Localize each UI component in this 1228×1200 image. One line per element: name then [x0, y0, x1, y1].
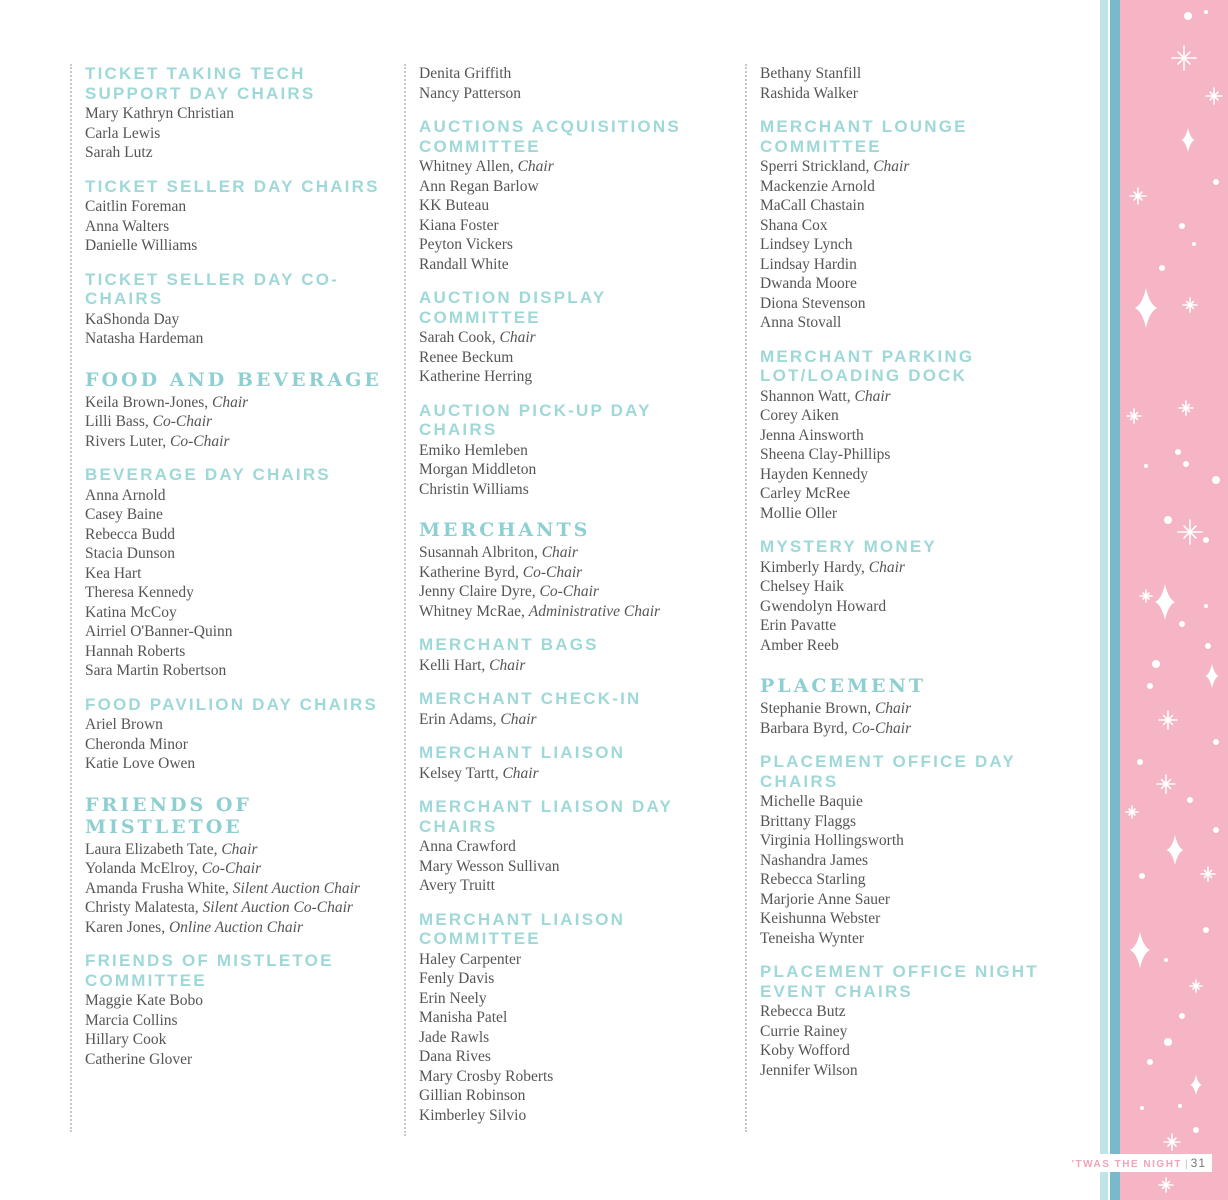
asterisk-star-icon [1164, 1134, 1180, 1150]
member-list [760, 64, 1070, 103]
member-role: Chair [489, 656, 526, 674]
member-name: Katie Love Owen [85, 755, 196, 772]
section-heading: FOOD PAVILION DAY CHAIRS [85, 694, 379, 714]
committee-section [760, 347, 1070, 524]
dot-icon [1178, 1104, 1182, 1108]
member-name: Anna Arnold [85, 486, 166, 504]
committee-section [419, 689, 729, 729]
member-name: Diona Stevenson [760, 294, 866, 312]
page-footer [1066, 1154, 1212, 1172]
asterisk-star-icon [1183, 298, 1197, 312]
member-name: Keila Brown-Jones, Chair [85, 393, 249, 411]
member-list [85, 310, 395, 349]
member-list [760, 387, 1070, 524]
member-role: Silent Auction Co-Chair [202, 899, 353, 916]
member-name: Lindsay Hardin [760, 255, 857, 273]
member-name: Fenly Davis [419, 970, 495, 987]
member-name: Shana Cox [760, 216, 828, 234]
member-role: Co-Chair [201, 860, 262, 877]
dot-icon [1205, 643, 1211, 649]
member-list [760, 792, 1070, 948]
member-list [419, 710, 729, 730]
member-name: Yolanda McElroy, Co-Chair [85, 860, 262, 877]
section-heading: MYSTERY MONEY [760, 537, 937, 556]
member-name: Marjorie Anne Sauer [760, 890, 890, 908]
member-name: Christin Williams [419, 480, 529, 498]
member-name: Barbara Byrd, Co-Chair [760, 719, 912, 737]
member-name: Rivers Luter, Co-Chair [85, 432, 230, 450]
dot-icon [1179, 223, 1185, 229]
section-heading: TICKET SELLER DAY CHAIRS [85, 176, 380, 196]
column-2 [404, 64, 729, 1136]
member-name: Laura Elizabeth Tate, Chair [85, 840, 258, 858]
member-name: Anna Crawford [419, 838, 516, 855]
asterisk-star-icon [1201, 867, 1215, 881]
member-name: Catherine Glover [85, 1050, 193, 1068]
sparkle-pattern [1120, 0, 1228, 1200]
member-name: Erin Pavatte [760, 617, 837, 634]
member-list [419, 328, 729, 387]
section-heading: AUCTIONS ACQUISITIONS COMMITTEE [419, 117, 681, 156]
footer-separator: | [1185, 1159, 1188, 1170]
member-name: Jennifer Wilson [760, 1061, 858, 1079]
member-name: Rebecca Starling [760, 871, 866, 888]
member-name: Carley McRee [760, 485, 850, 502]
committee-section [760, 117, 1070, 333]
member-name: Gwendolyn Howard [760, 597, 887, 615]
member-name: KaShonda Day [85, 310, 180, 328]
member-name: Sarah Cook, Chair [419, 329, 536, 346]
member-name: Whitney McRae, Administrative Chair [419, 602, 661, 620]
dot-icon [1144, 464, 1148, 468]
member-name: Karen Jones, Online Auction Chair [85, 918, 303, 936]
member-name: Gillian Robinson [419, 1087, 526, 1104]
member-list [85, 197, 395, 256]
member-name: Hannah Roberts [85, 642, 186, 660]
section-heading: AUCTION DISPLAY COMMITTEE [419, 288, 606, 327]
member-list [419, 837, 729, 896]
member-name: Amanda Frusha White, Silent Auction Chair [85, 879, 360, 897]
dot-icon [1159, 265, 1165, 271]
member-name: Maggie Kate Bobo [85, 992, 203, 1009]
member-name: Lilli Bass, Co-Chair [85, 413, 213, 430]
dot-icon [1140, 1106, 1144, 1110]
section-heading: TICKET TAKING TECH SUPPORT DAY CHAIRS [85, 64, 316, 103]
sparkle-star-icon [1205, 664, 1218, 688]
member-name: Currie Rainey [760, 1022, 848, 1040]
section-heading: MERCHANT LOUNGE COMMITTEE [760, 117, 968, 156]
section-heading: MERCHANT BAGS [419, 635, 599, 654]
footer-brand: 'TWAS THE NIGHT [1071, 1159, 1183, 1170]
member-name: Stacia Dunson [85, 545, 175, 562]
member-name: Emiko Hemleben [419, 441, 528, 459]
member-role: Co-Chair [539, 583, 599, 600]
dot-icon [1179, 1013, 1185, 1019]
member-name: Randall White [419, 255, 509, 273]
member-name: Keishunna Webster [760, 910, 881, 927]
member-name: Cheronda Minor [85, 735, 188, 753]
dot-icon [1203, 927, 1209, 933]
member-name: Mackenzie Arnold [760, 177, 875, 195]
asterisk-star-icon [1190, 980, 1202, 992]
dot-icon [1192, 242, 1196, 246]
member-list [85, 486, 395, 681]
column-1 [70, 64, 395, 1132]
member-role: Administrative Chair [528, 602, 661, 620]
section-heading: MERCHANT PARKING LOT/LOADING DOCK [760, 346, 975, 385]
member-list [85, 104, 395, 163]
page-number: 31 [1190, 1156, 1206, 1170]
member-name: MaCall Chastain [760, 197, 865, 214]
member-name: Nashandra James [760, 851, 869, 869]
asterisk-star-icon [1140, 590, 1152, 602]
committee-section [85, 270, 395, 349]
member-role: Co-Chair [152, 413, 213, 430]
member-list [419, 543, 729, 621]
member-list [85, 991, 395, 1069]
sparkle-star-icon [1155, 584, 1175, 620]
committee-section [419, 743, 729, 783]
section-heading: PLACEMENT OFFICE DAY CHAIRS [760, 752, 1016, 791]
member-name: Nancy Patterson [419, 84, 522, 102]
member-role: Chair [500, 710, 537, 728]
member-name: Christy Malatesta, Silent Auction Co-Chair [85, 899, 353, 916]
member-list [760, 157, 1070, 333]
member-name: Corey Aiken [760, 407, 839, 424]
member-list [760, 558, 1070, 656]
member-name: Jenna Ainsworth [760, 426, 864, 444]
member-list [85, 840, 395, 938]
member-list [760, 699, 1070, 738]
category-heading: FRIENDS OF MISTLETOE [85, 793, 252, 838]
member-name: Manisha Patel [419, 1009, 508, 1026]
dot-icon [1193, 1127, 1199, 1133]
dot-icon [1179, 621, 1185, 627]
member-name: Susannah Albriton, Chair [419, 544, 578, 561]
member-name: Mary Crosby Roberts [419, 1067, 554, 1085]
member-name: Kea Hart [85, 564, 142, 582]
section-heading: MERCHANT LIAISON COMMITTEE [419, 909, 626, 948]
member-name: Avery Truitt [419, 877, 495, 894]
section-heading: FRIENDS OF MISTLETOE COMMITTEE [85, 951, 334, 990]
member-role: Chair [212, 393, 249, 411]
member-role: Chair [541, 544, 578, 561]
member-name: Kimberly Hardy, Chair [760, 558, 905, 576]
category-heading: FOOD AND BEVERAGE [85, 368, 382, 391]
committee-section [85, 177, 395, 256]
member-name: Caitlin Foreman [85, 198, 187, 215]
dot-icon [1213, 827, 1219, 833]
member-name: Haley Carpenter [419, 950, 521, 968]
dot-icon [1152, 660, 1160, 668]
section-heading: MERCHANT CHECK-IN [419, 689, 642, 708]
section-heading: PLACEMENT OFFICE NIGHT EVENT CHAIRS [760, 962, 1039, 1001]
section-heading: TICKET SELLER DAY CO-CHAIRS [85, 269, 340, 308]
member-role: Silent Auction Chair [232, 879, 360, 897]
member-name: Bethany Stanfill [760, 65, 862, 82]
member-role: Chair [868, 558, 905, 576]
member-name: Shannon Watt, Chair [760, 387, 891, 405]
section-heading: MERCHANT LIAISON [419, 743, 626, 762]
member-name: Mary Wesson Sullivan [419, 857, 560, 875]
member-name: Mary Kathryn Christian [85, 105, 234, 122]
member-role: Chair [499, 329, 536, 346]
member-name: Airriel O'Banner-Quinn [85, 623, 233, 640]
asterisk-star-icon [1127, 409, 1141, 423]
asterisk-star-icon [1130, 188, 1146, 204]
member-name: Dwanda Moore [760, 275, 857, 292]
member-role: Co-Chair [170, 432, 230, 450]
dot-icon [1164, 1038, 1172, 1046]
member-name: Carla Lewis [85, 124, 161, 142]
member-name: Denita Griffith [419, 65, 512, 82]
committee-section [85, 465, 395, 681]
sparkle-star-icon [1130, 932, 1150, 968]
dot-icon [1139, 873, 1145, 879]
asterisk-star-icon [1206, 88, 1222, 104]
member-name: Virginia Hollingsworth [760, 832, 904, 849]
member-name: Chelsey Haik [760, 578, 844, 595]
member-name: Marcia Collins [85, 1011, 178, 1029]
dot-icon [1184, 12, 1192, 20]
member-name: Jade Rawls [419, 1028, 490, 1046]
member-name: Amber Reeb [760, 636, 839, 654]
member-list [419, 656, 729, 676]
border-stripe-light [1100, 0, 1108, 1200]
decorative-pink-band [1120, 0, 1228, 1200]
member-name: Brittany Flaggs [760, 812, 857, 830]
sparkle-star-icon [1181, 128, 1194, 152]
member-name: Michelle Baquie [760, 793, 863, 810]
member-name: Kiana Foster [419, 216, 499, 234]
member-list [419, 764, 729, 784]
member-name: Peyton Vickers [419, 236, 513, 253]
category-heading: PLACEMENT [760, 675, 927, 697]
committee-section [419, 519, 729, 621]
sparkle-star-icon [1135, 288, 1157, 328]
committee-section [419, 401, 729, 500]
committee-section [760, 537, 1070, 655]
section-heading: AUCTION PICK-UP DAY CHAIRS [419, 400, 652, 439]
member-name: Kimberley Silvio [419, 1106, 527, 1124]
member-name: Renee Beckum [419, 348, 514, 366]
sparkle-star-icon [1167, 835, 1184, 865]
committee-section [760, 675, 1070, 738]
member-name: Whitney Allen, Chair [419, 158, 554, 175]
member-name: Danielle Williams [85, 237, 198, 254]
dot-icon [1147, 683, 1153, 689]
member-role: Chair [854, 387, 891, 405]
dot-icon [1213, 179, 1219, 185]
committee-section [85, 369, 395, 452]
member-name: Stephanie Brown, Chair [760, 700, 912, 717]
member-name: Teneisha Wynter [760, 929, 865, 947]
committee-section [760, 64, 1070, 103]
committee-section [419, 797, 729, 896]
member-name: Dana Rives [419, 1048, 491, 1065]
committee-section [419, 635, 729, 675]
committee-section [419, 910, 729, 1126]
member-name: KK Buteau [419, 197, 490, 214]
member-name: Hillary Cook [85, 1031, 167, 1048]
committee-section [419, 64, 729, 103]
member-role: Chair [873, 158, 910, 175]
asterisk-star-icon [1126, 806, 1138, 818]
dot-icon [1137, 759, 1143, 765]
member-name: Kelsey Tartt, Chair [419, 764, 539, 782]
member-name: Jenny Claire Dyre, Co-Chair [419, 583, 599, 600]
member-name: Anna Walters [85, 217, 170, 235]
member-name: Casey Baine [85, 506, 163, 523]
member-list [419, 950, 729, 1126]
member-name: Morgan Middleton [419, 461, 537, 478]
member-name: Ariel Brown [85, 716, 163, 733]
member-name: Koby Wofford [760, 1042, 850, 1059]
dot-icon [1164, 958, 1168, 962]
member-role: Co-Chair [522, 563, 583, 581]
member-name: Sheena Clay-Phillips [760, 446, 891, 463]
member-name: Kelli Hart, Chair [419, 656, 526, 674]
member-name: Erin Adams, Chair [419, 710, 537, 728]
member-list [85, 715, 395, 774]
member-list [760, 1002, 1070, 1080]
dot-icon [1204, 604, 1208, 608]
committee-section [85, 64, 395, 163]
dot-icon [1213, 739, 1219, 745]
member-name: Katherine Herring [419, 368, 533, 385]
member-role: Chair [517, 158, 554, 175]
asterisk-star-icon [1179, 401, 1193, 415]
sparkle-star-icon [1191, 1075, 1202, 1095]
dot-icon [1203, 537, 1209, 543]
member-name: Theresa Kennedy [85, 584, 194, 601]
member-role: Chair [502, 764, 539, 782]
dot-icon [1164, 516, 1172, 524]
committee-section [419, 117, 729, 274]
member-list [419, 157, 729, 274]
dot-icon [1204, 10, 1208, 14]
member-name: Sperri Strickland, Chair [760, 158, 910, 175]
border-stripe-dark [1110, 0, 1120, 1200]
committee-section [760, 962, 1070, 1080]
committee-section [85, 794, 395, 938]
dot-icon [1212, 476, 1220, 484]
column-3 [745, 64, 1070, 1132]
member-role: Chair [221, 840, 258, 858]
dot-icon [1147, 1059, 1153, 1065]
member-role: Online Auction Chair [168, 918, 303, 936]
asterisk-star-icon [1159, 711, 1177, 729]
committee-section [760, 752, 1070, 948]
member-name: Sarah Lutz [85, 144, 153, 161]
member-name: Natasha Hardeman [85, 330, 204, 347]
member-name: Katherine Byrd, Co-Chair [419, 563, 583, 581]
member-list [419, 441, 729, 500]
member-name: Mollie Oller [760, 504, 838, 522]
committee-section [85, 695, 395, 774]
asterisk-star-icon [1159, 1178, 1173, 1192]
section-heading: BEVERAGE DAY CHAIRS [85, 465, 331, 484]
dot-icon [1183, 461, 1189, 467]
member-list [85, 393, 395, 452]
member-name: Rebecca Budd [85, 525, 175, 543]
member-name: Ann Regan Barlow [419, 177, 539, 195]
member-name: Anna Stovall [760, 314, 842, 331]
member-name: Lindsey Lynch [760, 236, 853, 253]
member-role: Chair [874, 700, 912, 717]
member-list [419, 64, 729, 103]
member-name: Sara Martin Robertson [85, 662, 227, 679]
asterisk-star-icon [1157, 775, 1175, 793]
member-name: Katina McCoy [85, 603, 177, 621]
committee-section [419, 288, 729, 387]
member-name: Rashida Walker [760, 84, 858, 102]
member-name: Hayden Kennedy [760, 465, 869, 483]
member-name: Erin Neely [419, 989, 487, 1007]
category-heading: MERCHANTS [419, 519, 591, 541]
committee-section [85, 951, 395, 1069]
dot-icon [1187, 797, 1193, 803]
dot-icon [1175, 449, 1181, 455]
section-heading: MERCHANT LIAISON DAY CHAIRS [419, 797, 673, 836]
asterisk-star-icon [1178, 520, 1202, 544]
member-name: Rebecca Butz [760, 1003, 846, 1020]
asterisk-star-icon [1172, 46, 1196, 70]
member-role: Co-Chair [851, 719, 912, 737]
